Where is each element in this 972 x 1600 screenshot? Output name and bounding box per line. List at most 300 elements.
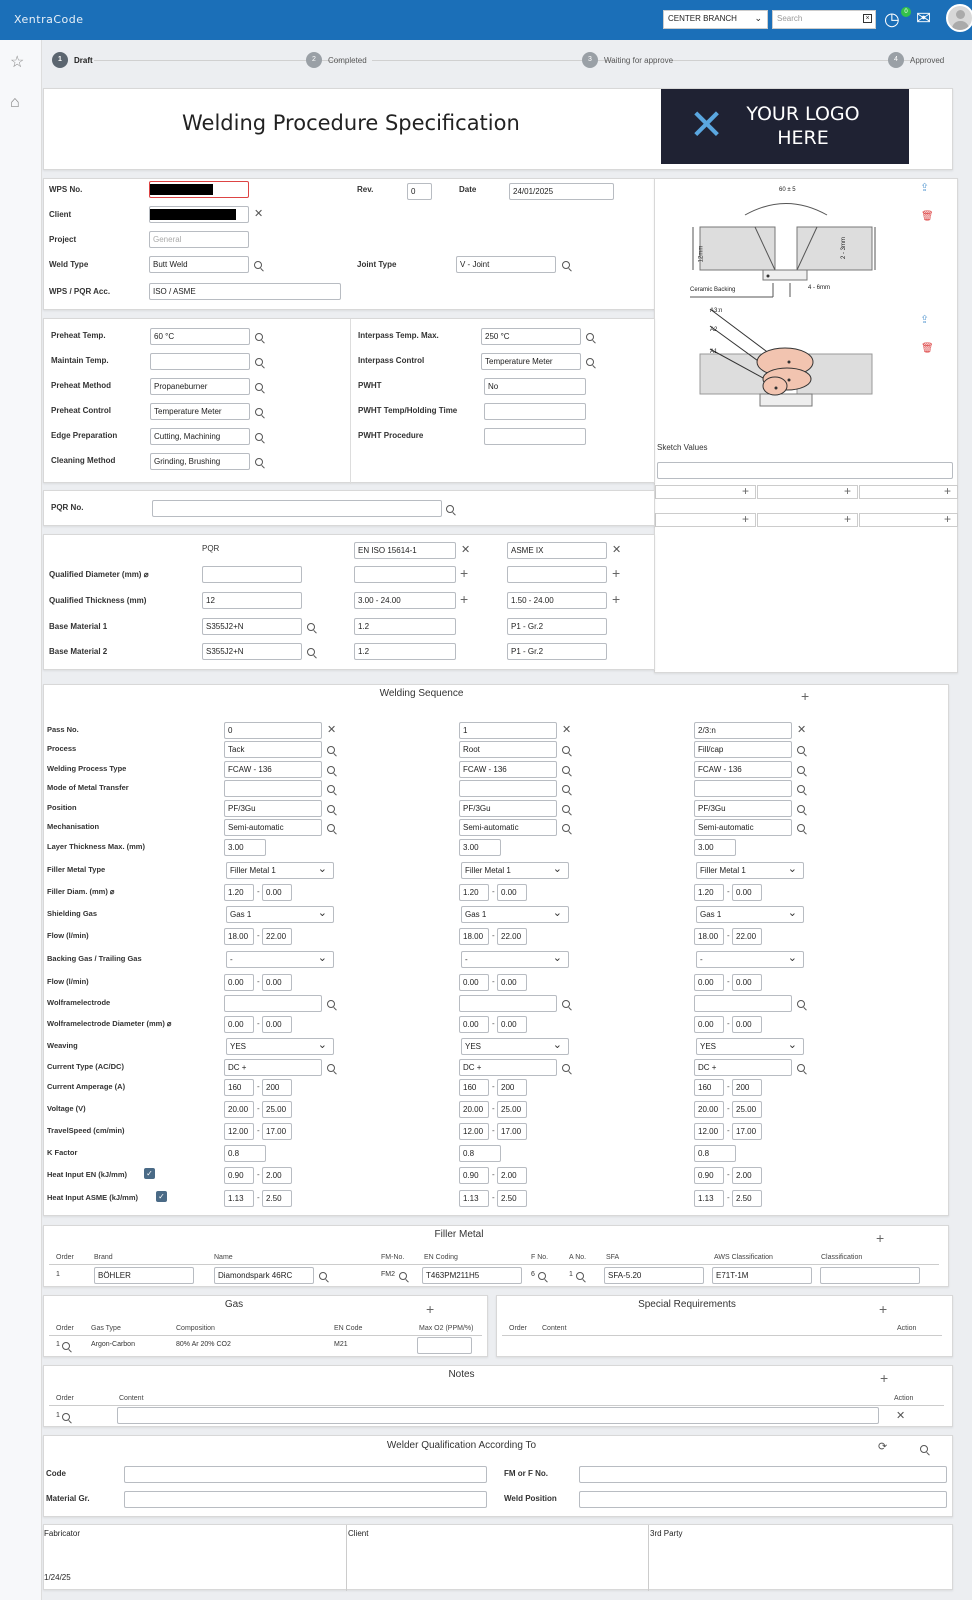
pass-layer-input[interactable]: 3.00 bbox=[224, 839, 266, 856]
add-sketch-value-button[interactable]: + bbox=[859, 513, 958, 527]
search-icon[interactable] bbox=[586, 333, 594, 341]
pass-volt-min-input[interactable]: 20.00 bbox=[694, 1101, 724, 1118]
heat-input-checkbox[interactable]: ✓ bbox=[156, 1191, 167, 1202]
range-separator: - bbox=[727, 1193, 730, 1202]
pass-wdiam-min-input[interactable]: 0.00 bbox=[694, 1016, 724, 1033]
add-sketch-value-button[interactable]: + bbox=[655, 485, 756, 499]
filler-order: 1 bbox=[56, 1271, 60, 1278]
pass-backing-select[interactable]: - ⌄ bbox=[226, 951, 334, 968]
add-icon[interactable]: + bbox=[612, 591, 621, 607]
pqr-no-label: PQR No. bbox=[51, 503, 84, 512]
filler-a: 1 bbox=[569, 1271, 573, 1278]
pass-process-input[interactable]: Tack bbox=[224, 741, 322, 758]
clock-icon[interactable]: ◷ bbox=[884, 9, 900, 29]
redacted-wps-no bbox=[150, 184, 213, 195]
welder-qualification-card bbox=[43, 1435, 953, 1517]
pass-volt-min-input[interactable]: 20.00 bbox=[224, 1101, 254, 1118]
filler-brand-input[interactable]: BÖHLER bbox=[94, 1267, 194, 1284]
search-icon[interactable] bbox=[255, 433, 263, 441]
sketch-values-input[interactable] bbox=[657, 462, 953, 479]
pass-diam-min-input[interactable]: 1.20 bbox=[459, 884, 489, 901]
date-input[interactable]: 24/01/2025 bbox=[509, 183, 614, 200]
search-icon[interactable] bbox=[319, 1272, 327, 1280]
search-icon[interactable] bbox=[62, 1413, 70, 1421]
welder-code-input[interactable] bbox=[124, 1466, 487, 1483]
pass-position-input[interactable]: PF/3Gu bbox=[224, 800, 322, 817]
notification-badge: 0 bbox=[901, 7, 911, 17]
search-icon[interactable] bbox=[797, 766, 805, 774]
interpass-ctrl-label: Interpass Control bbox=[358, 356, 425, 365]
gas-order: 1 bbox=[56, 1341, 60, 1348]
clear-asme-icon[interactable]: ✕ bbox=[612, 544, 622, 556]
pass-hias-max-input[interactable]: 2.50 bbox=[497, 1190, 527, 1207]
pass-wdiam-max-input[interactable]: 0.00 bbox=[732, 1016, 762, 1033]
pass-gas-select[interactable]: Gas 1 ⌄ bbox=[696, 906, 804, 923]
range-separator: - bbox=[257, 887, 260, 896]
preheat-method-label: Preheat Method bbox=[51, 381, 112, 390]
delete-icon[interactable]: 🗑 bbox=[921, 211, 934, 222]
pass-weaving-select[interactable]: YES ⌄ bbox=[696, 1038, 804, 1055]
pass-diam-max-input[interactable]: 0.00 bbox=[732, 884, 762, 901]
sequence-label: Current Amperage (A) bbox=[47, 1082, 126, 1091]
mail-icon[interactable]: ✉ bbox=[916, 8, 932, 28]
pass-pass-input[interactable]: 0 bbox=[224, 722, 322, 739]
chevron-down-icon: ⌄ bbox=[754, 13, 762, 23]
pass-type-input[interactable]: FCAW - 136 bbox=[224, 761, 322, 778]
pass-filler-select[interactable]: Filler Metal 1 ⌄ bbox=[461, 862, 569, 879]
pwht-label: PWHT bbox=[358, 381, 382, 390]
app-logo[interactable]: XentraCode bbox=[14, 13, 84, 26]
clear-iso-icon[interactable]: ✕ bbox=[461, 544, 471, 556]
add-pass-button[interactable]: + bbox=[801, 688, 810, 704]
base-material-1-iso[interactable]: 1.2 bbox=[354, 618, 456, 635]
qual-diameter-asme[interactable] bbox=[507, 566, 607, 583]
filler-aws-input[interactable]: E71T-1M bbox=[712, 1267, 812, 1284]
range-separator: - bbox=[257, 1126, 260, 1135]
pass-hias-min-input[interactable]: 1.13 bbox=[459, 1190, 489, 1207]
pass-hien-max-input[interactable]: 2.00 bbox=[732, 1167, 762, 1184]
sequence-label: Pass No. bbox=[47, 725, 79, 734]
search-icon[interactable] bbox=[797, 1000, 805, 1008]
qual-thickness-asme[interactable]: 1.50 - 24.00 bbox=[507, 592, 607, 609]
step-completed[interactable]: 2 Completed bbox=[306, 52, 367, 68]
welder-position-input[interactable] bbox=[579, 1491, 947, 1508]
search-icon[interactable] bbox=[797, 824, 805, 832]
pass-mode-input[interactable] bbox=[224, 780, 322, 797]
pass-wdiam-max-input[interactable]: 0.00 bbox=[262, 1016, 292, 1033]
pass-flow-max-input[interactable]: 22.00 bbox=[732, 928, 762, 945]
range-separator: - bbox=[727, 1019, 730, 1028]
search-icon[interactable] bbox=[562, 261, 570, 269]
pass-volt-max-input[interactable]: 25.00 bbox=[732, 1101, 762, 1118]
gas-col-order: Order bbox=[56, 1325, 74, 1332]
pass-speed-min-input[interactable]: 12.00 bbox=[694, 1123, 724, 1140]
pass-diam-min-input[interactable]: 1.20 bbox=[224, 884, 254, 901]
pwht-proc-input[interactable] bbox=[484, 428, 586, 445]
angle-label: 60 ± 5 bbox=[779, 187, 796, 193]
pqr-no-input[interactable] bbox=[152, 500, 442, 517]
range-separator: - bbox=[727, 1170, 730, 1179]
pass-bflow-max-input[interactable]: 0.00 bbox=[732, 974, 762, 991]
page-title: Welding Procedure Specification bbox=[182, 111, 520, 135]
add-note-button[interactable]: + bbox=[880, 1370, 889, 1386]
filler-col-fm: FM-No. bbox=[381, 1254, 405, 1261]
pass-k-input[interactable]: 0.8 bbox=[459, 1145, 501, 1162]
search-icon[interactable] bbox=[562, 785, 570, 793]
pass-current-input[interactable]: DC + bbox=[459, 1059, 557, 1076]
pass-process-input[interactable]: Root bbox=[459, 741, 557, 758]
search-icon[interactable] bbox=[562, 746, 570, 754]
pass-speed-min-input[interactable]: 12.00 bbox=[459, 1123, 489, 1140]
range-separator: - bbox=[257, 1019, 260, 1028]
pass-hien-max-input[interactable]: 2.00 bbox=[497, 1167, 527, 1184]
pass-hien-max-input[interactable]: 2.00 bbox=[262, 1167, 292, 1184]
pass-wolf-input[interactable] bbox=[694, 995, 792, 1012]
logo-x-icon: ✕ bbox=[689, 100, 725, 149]
pass-diam-min-input[interactable]: 1.20 bbox=[694, 884, 724, 901]
gas-col-en: EN Code bbox=[334, 1325, 363, 1332]
pass-amp-min-input[interactable]: 160 bbox=[224, 1079, 254, 1096]
pass-flow-max-input[interactable]: 22.00 bbox=[497, 928, 527, 945]
pass-current-input[interactable]: DC + bbox=[224, 1059, 322, 1076]
search-icon[interactable] bbox=[327, 746, 335, 754]
cleaning-input[interactable]: Grinding, Brushing bbox=[150, 453, 250, 470]
search-icon[interactable] bbox=[562, 805, 570, 813]
range-separator: - bbox=[492, 1104, 495, 1113]
search-icon[interactable] bbox=[255, 358, 263, 366]
pass-type-input[interactable]: FCAW - 136 bbox=[459, 761, 557, 778]
range-separator: - bbox=[727, 1082, 730, 1091]
range-separator: - bbox=[727, 1126, 730, 1135]
search-icon[interactable] bbox=[254, 261, 262, 269]
pass-weaving-select[interactable]: YES ⌄ bbox=[226, 1038, 334, 1055]
delete-icon[interactable]: 🗑 bbox=[921, 343, 934, 354]
pass-volt-min-input[interactable]: 20.00 bbox=[459, 1101, 489, 1118]
pass-hias-max-input[interactable]: 2.50 bbox=[732, 1190, 762, 1207]
pass-amp-min-input[interactable]: 160 bbox=[459, 1079, 489, 1096]
pass-wdiam-min-input[interactable]: 0.00 bbox=[224, 1016, 254, 1033]
upload-icon[interactable]: ⇪ bbox=[920, 314, 930, 326]
pass-mode-input[interactable] bbox=[694, 780, 792, 797]
preheat-method-input[interactable]: Propaneburner bbox=[150, 378, 250, 395]
pass-amp-max-input[interactable]: 200 bbox=[732, 1079, 762, 1096]
refresh-icon[interactable]: ⟳ bbox=[878, 1441, 888, 1453]
pass-flow-min-input[interactable]: 18.00 bbox=[694, 928, 724, 945]
sequence-label: Flow (l/min) bbox=[47, 977, 89, 986]
range-separator: - bbox=[492, 1193, 495, 1202]
search-icon[interactable] bbox=[446, 505, 454, 513]
pass-hias-max-input[interactable]: 2.50 bbox=[262, 1190, 292, 1207]
qual-thickness-label: Qualified Thickness (mm) bbox=[49, 596, 147, 605]
company-logo bbox=[661, 89, 909, 164]
maintain-temp-input[interactable] bbox=[150, 353, 250, 370]
upload-icon[interactable]: ⇪ bbox=[920, 182, 930, 194]
search-icon[interactable] bbox=[797, 746, 805, 754]
qual-diameter-iso[interactable] bbox=[354, 566, 456, 583]
project-input[interactable]: General bbox=[149, 231, 249, 248]
sequence-label: Mode of Metal Transfer bbox=[47, 783, 129, 792]
range-separator: - bbox=[492, 1170, 495, 1179]
preheat-control-input[interactable]: Temperature Meter bbox=[150, 403, 250, 420]
base-material-1-asme[interactable]: P1 - Gr.2 bbox=[507, 618, 607, 635]
cleaning-label: Cleaning Method bbox=[51, 456, 116, 465]
search-icon[interactable] bbox=[562, 1064, 570, 1072]
search-icon[interactable] bbox=[920, 1445, 928, 1453]
sequence-label: Welding Process Type bbox=[47, 764, 127, 773]
filler-class-input[interactable] bbox=[820, 1267, 920, 1284]
pass-gas-select[interactable]: Gas 1 ⌄ bbox=[461, 906, 569, 923]
pass-pass-input[interactable]: 1 bbox=[459, 722, 557, 739]
rev-input[interactable]: 0 bbox=[407, 183, 432, 200]
filler-en-input[interactable]: T463PM211H5 bbox=[422, 1267, 522, 1284]
search-icon[interactable] bbox=[307, 648, 315, 656]
gas-col-comp: Composition bbox=[176, 1325, 215, 1332]
heat-input-checkbox[interactable]: ✓ bbox=[144, 1168, 155, 1179]
asme-standard-input[interactable]: ASME IX bbox=[507, 542, 607, 559]
search-icon[interactable] bbox=[797, 1064, 805, 1072]
a3-label: A3:n bbox=[710, 308, 723, 314]
qual-thickness-iso[interactable]: 3.00 - 24.00 bbox=[354, 592, 456, 609]
col-pqr: PQR bbox=[202, 544, 220, 553]
search-icon[interactable] bbox=[255, 333, 263, 341]
sequence-label: Heat Input ASME (kJ/mm) bbox=[47, 1193, 138, 1202]
pass-amp-max-input[interactable]: 200 bbox=[497, 1079, 527, 1096]
sketch-card bbox=[654, 178, 958, 673]
pass-k-input[interactable]: 0.8 bbox=[224, 1145, 266, 1162]
pass-filler-select[interactable]: Filler Metal 1 ⌄ bbox=[696, 862, 804, 879]
search-icon[interactable] bbox=[562, 824, 570, 832]
remove-pass-icon[interactable]: ✕ bbox=[327, 724, 337, 736]
qualified-card bbox=[43, 534, 655, 670]
pass-backing-select[interactable]: - ⌄ bbox=[461, 951, 569, 968]
pass-wdiam-max-input[interactable]: 0.00 bbox=[497, 1016, 527, 1033]
pass-wolf-input[interactable] bbox=[224, 995, 322, 1012]
step-draft[interactable]: 1 Draft bbox=[52, 52, 93, 68]
add-gas-button[interactable]: + bbox=[426, 1301, 435, 1317]
range-separator: - bbox=[492, 977, 495, 986]
filler-fm: FM2 bbox=[381, 1271, 395, 1278]
search-icon[interactable] bbox=[62, 1342, 70, 1350]
gas-comp: 80% Ar 20% CO2 bbox=[176, 1341, 231, 1348]
pass-bflow-max-input[interactable]: 0.00 bbox=[497, 974, 527, 991]
step-waiting[interactable]: 3 Waiting for approve bbox=[582, 52, 673, 68]
pass-filler-select[interactable]: Filler Metal 1 ⌄ bbox=[226, 862, 334, 879]
search-icon[interactable] bbox=[327, 824, 335, 832]
filler-sfa-input[interactable]: SFA-5.20 bbox=[604, 1267, 704, 1284]
add-icon[interactable]: + bbox=[612, 565, 621, 581]
pass-bflow-min-input[interactable]: 0.00 bbox=[694, 974, 724, 991]
welder-title: Welder Qualification According To bbox=[386, 1440, 537, 1451]
branch-select[interactable]: CENTER BRANCH ⌄ bbox=[663, 10, 768, 29]
pwht-input[interactable]: No bbox=[484, 378, 586, 395]
pass-gas-select[interactable]: Gas 1 ⌄ bbox=[226, 906, 334, 923]
interpass-max-input[interactable]: 250 °C bbox=[481, 328, 581, 345]
range-separator: - bbox=[727, 931, 730, 940]
pass-mode-input[interactable] bbox=[459, 780, 557, 797]
fabricator-date: 1/24/25 bbox=[44, 1573, 71, 1582]
project-label: Project bbox=[49, 235, 77, 244]
welder-fm-input[interactable] bbox=[579, 1466, 947, 1483]
gas-max-input[interactable] bbox=[417, 1337, 472, 1354]
pass-diam-max-input[interactable]: 0.00 bbox=[497, 884, 527, 901]
delete-note-icon[interactable]: ✕ bbox=[896, 1410, 906, 1422]
search-icon[interactable] bbox=[399, 1272, 407, 1280]
sequence-label: Heat Input EN (kJ/mm) bbox=[47, 1170, 128, 1179]
add-sketch-value-button[interactable]: + bbox=[757, 513, 858, 527]
pass-amp-max-input[interactable]: 200 bbox=[262, 1079, 292, 1096]
avatar[interactable] bbox=[946, 4, 972, 32]
clear-client-icon[interactable]: ✕ bbox=[254, 208, 264, 220]
filler-title: Filler Metal bbox=[434, 1229, 484, 1240]
filler-col-class: Classification bbox=[821, 1254, 863, 1261]
pass-bflow-max-input[interactable]: 0.00 bbox=[262, 974, 292, 991]
gas-type: Argon-Carbon bbox=[91, 1341, 135, 1348]
search-icon[interactable] bbox=[586, 358, 594, 366]
pass-mech-input[interactable]: Semi-automatic bbox=[459, 819, 557, 836]
backing-label: Ceramic Backing bbox=[690, 287, 736, 293]
add-icon[interactable]: + bbox=[460, 591, 469, 607]
range-separator: - bbox=[257, 1104, 260, 1113]
filler-f: 6 bbox=[531, 1271, 535, 1278]
search-icon[interactable] bbox=[327, 1064, 335, 1072]
preheat-temp-input[interactable]: 60 °C bbox=[150, 328, 250, 345]
pass-flow-max-input[interactable]: 22.00 bbox=[262, 928, 292, 945]
pass-speed-max-input[interactable]: 17.00 bbox=[732, 1123, 762, 1140]
home-icon[interactable]: ⌂ bbox=[10, 94, 20, 111]
search-icon[interactable] bbox=[327, 1000, 335, 1008]
remove-pass-icon[interactable]: ✕ bbox=[562, 724, 572, 736]
add-sketch-value-button[interactable]: + bbox=[757, 485, 858, 499]
qual-diameter-pqr[interactable] bbox=[202, 566, 302, 583]
pass-volt-max-input[interactable]: 25.00 bbox=[262, 1101, 292, 1118]
search-icon[interactable] bbox=[307, 623, 315, 631]
pass-weaving-select[interactable]: YES ⌄ bbox=[461, 1038, 569, 1055]
filler-name-input[interactable]: Diamondspark 46RC bbox=[214, 1267, 314, 1284]
pass-speed-min-input[interactable]: 12.00 bbox=[224, 1123, 254, 1140]
search-icon[interactable] bbox=[327, 766, 335, 774]
pass-flow-min-input[interactable]: 18.00 bbox=[224, 928, 254, 945]
pass-position-input[interactable]: PF/3Gu bbox=[694, 800, 792, 817]
pass-hias-min-input[interactable]: 1.13 bbox=[694, 1190, 724, 1207]
welder-code-label: Code bbox=[46, 1469, 66, 1478]
search-icon[interactable] bbox=[327, 785, 335, 793]
remove-pass-icon[interactable]: ✕ bbox=[797, 724, 807, 736]
wps-pqr-input[interactable]: ISO / ASME bbox=[149, 283, 341, 300]
base-material-2-iso[interactable]: 1.2 bbox=[354, 643, 456, 660]
star-icon[interactable]: ☆ bbox=[10, 54, 25, 71]
search-input[interactable]: Search × bbox=[772, 10, 876, 29]
welder-material-input[interactable] bbox=[124, 1491, 487, 1508]
pass-speed-max-input[interactable]: 17.00 bbox=[497, 1123, 527, 1140]
pass-backing-select[interactable]: - ⌄ bbox=[696, 951, 804, 968]
pass-hien-min-input[interactable]: 0.90 bbox=[694, 1167, 724, 1184]
pass-current-input[interactable]: DC + bbox=[694, 1059, 792, 1076]
step-approved[interactable]: 4 Approved bbox=[888, 52, 944, 68]
search-icon[interactable] bbox=[327, 805, 335, 813]
qual-thickness-pqr[interactable]: 12 bbox=[202, 592, 302, 609]
pass-amp-min-input[interactable]: 160 bbox=[694, 1079, 724, 1096]
add-sketch-value-button[interactable]: + bbox=[655, 513, 756, 527]
search-icon[interactable] bbox=[562, 1000, 570, 1008]
add-filler-button[interactable]: + bbox=[876, 1230, 885, 1246]
pass-hien-min-input[interactable]: 0.90 bbox=[224, 1167, 254, 1184]
pass-mech-input[interactable]: Semi-automatic bbox=[694, 819, 792, 836]
pass-pass-input[interactable]: 2/3:n bbox=[694, 722, 792, 739]
base-material-2-pqr[interactable]: S355J2+N bbox=[202, 643, 302, 660]
search-icon[interactable] bbox=[797, 785, 805, 793]
search-icon[interactable] bbox=[562, 766, 570, 774]
pass-layer-input[interactable]: 3.00 bbox=[694, 839, 736, 856]
notes-col-action: Action bbox=[894, 1395, 914, 1402]
pass-bflow-min-input[interactable]: 0.00 bbox=[224, 974, 254, 991]
sequence-label: Shielding Gas bbox=[47, 909, 98, 918]
base-material-2-label: Base Material 2 bbox=[49, 647, 108, 656]
base-material-1-pqr[interactable]: S355J2+N bbox=[202, 618, 302, 635]
range-separator: - bbox=[492, 887, 495, 896]
pass-mech-input[interactable]: Semi-automatic bbox=[224, 819, 322, 836]
sequence-title: Welding Sequence bbox=[379, 688, 464, 699]
pass-position-input[interactable]: PF/3Gu bbox=[459, 800, 557, 817]
bead-sketch bbox=[685, 304, 890, 419]
search-icon[interactable] bbox=[797, 805, 805, 813]
pass-type-input[interactable]: FCAW - 136 bbox=[694, 761, 792, 778]
pwht-temp-input[interactable] bbox=[484, 403, 586, 420]
pass-wdiam-min-input[interactable]: 0.00 bbox=[459, 1016, 489, 1033]
iso-standard-input[interactable]: EN ISO 15614-1 bbox=[354, 542, 456, 559]
logo-line2: HERE bbox=[777, 127, 829, 149]
add-sketch-value-button[interactable]: + bbox=[859, 485, 958, 499]
pass-hias-min-input[interactable]: 1.13 bbox=[224, 1190, 254, 1207]
search-icon[interactable] bbox=[255, 458, 263, 466]
gas-col-type: Gas Type bbox=[91, 1325, 121, 1332]
joint-type-input[interactable]: V - Joint bbox=[456, 256, 556, 273]
search-icon[interactable] bbox=[255, 383, 263, 391]
pass-bflow-min-input[interactable]: 0.00 bbox=[459, 974, 489, 991]
pass-layer-input[interactable]: 3.00 bbox=[459, 839, 501, 856]
search-icon[interactable] bbox=[538, 1272, 546, 1280]
add-icon[interactable]: + bbox=[460, 565, 469, 581]
clear-search-icon[interactable]: × bbox=[863, 14, 872, 23]
pass-diam-max-input[interactable]: 0.00 bbox=[262, 884, 292, 901]
pass-wolf-input[interactable] bbox=[459, 995, 557, 1012]
special-col-order: Order bbox=[509, 1325, 527, 1332]
weld-type-input[interactable]: Butt Weld bbox=[149, 256, 249, 273]
pass-speed-max-input[interactable]: 17.00 bbox=[262, 1123, 292, 1140]
preheat-control-label: Preheat Control bbox=[51, 406, 112, 415]
range-separator: - bbox=[257, 977, 260, 986]
edge-prep-input[interactable]: Cutting, Machining bbox=[150, 428, 250, 445]
pass-flow-min-input[interactable]: 18.00 bbox=[459, 928, 489, 945]
pass-hien-min-input[interactable]: 0.90 bbox=[459, 1167, 489, 1184]
pass-volt-max-input[interactable]: 25.00 bbox=[497, 1101, 527, 1118]
filler-metal-card bbox=[43, 1225, 949, 1287]
sequence-label: TravelSpeed (cm/min) bbox=[47, 1126, 125, 1135]
pass-process-input[interactable]: Fill/cap bbox=[694, 741, 792, 758]
search-icon[interactable] bbox=[255, 408, 263, 416]
pass-k-input[interactable]: 0.8 bbox=[694, 1145, 736, 1162]
joint-type-label: Joint Type bbox=[357, 260, 397, 269]
range-separator: - bbox=[727, 887, 730, 896]
client-signature-label: Client bbox=[348, 1529, 369, 1538]
range-separator: - bbox=[257, 1082, 260, 1091]
note-content-input[interactable] bbox=[117, 1407, 879, 1424]
interpass-ctrl-input[interactable]: Temperature Meter bbox=[481, 353, 581, 370]
add-special-button[interactable]: + bbox=[879, 1301, 888, 1317]
base-material-2-asme[interactable]: P1 - Gr.2 bbox=[507, 643, 607, 660]
range-separator: - bbox=[727, 977, 730, 986]
search-icon[interactable] bbox=[576, 1272, 584, 1280]
notes-col-content: Content bbox=[119, 1395, 144, 1402]
